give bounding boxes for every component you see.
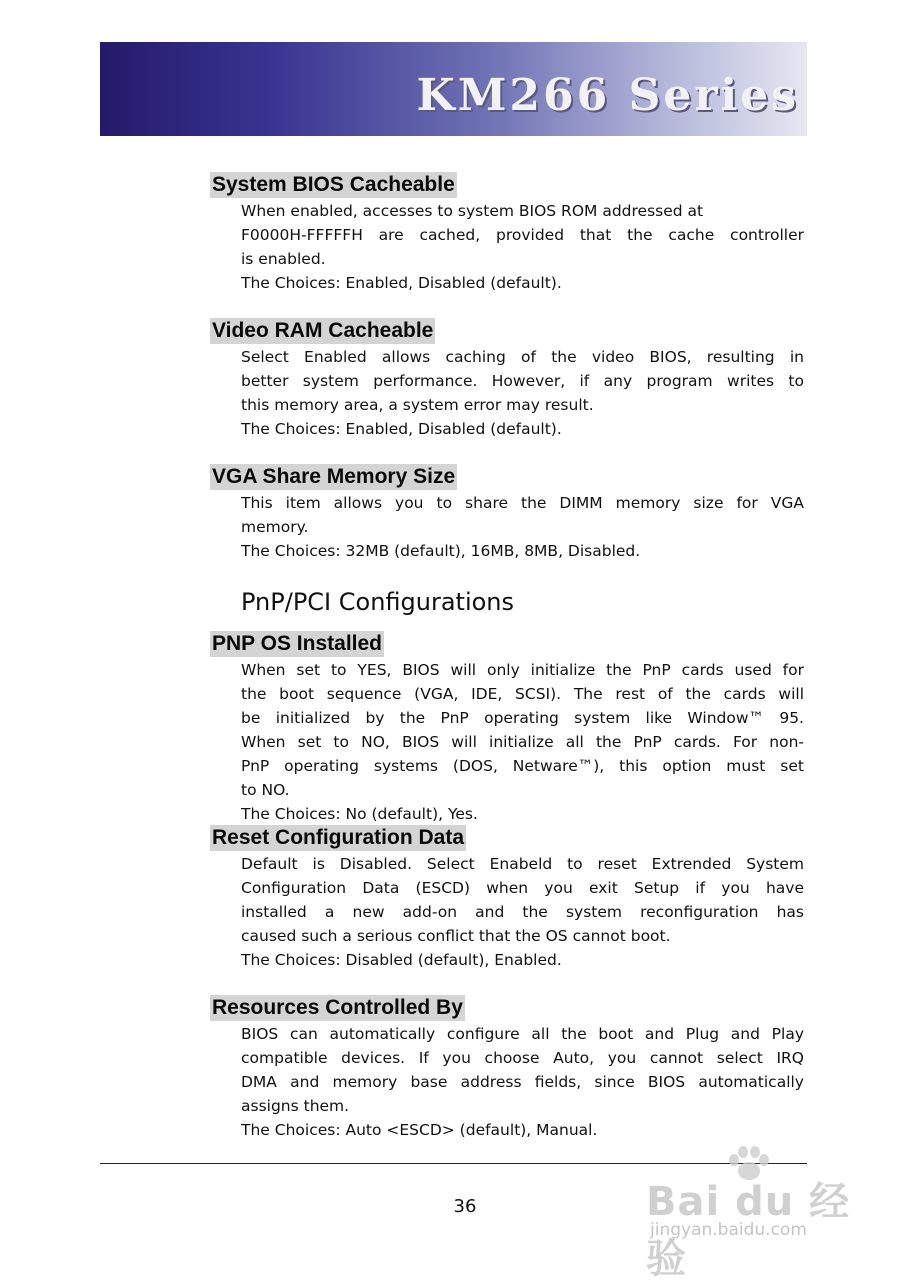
text-line: assigns them. [241, 1097, 350, 1115]
heading-video-ram-cacheable: Video RAM Cacheable [212, 319, 434, 342]
page-number: 36 [453, 1196, 477, 1217]
text-line: to NO. [241, 781, 290, 799]
choices-pnp-os-installed: The Choices: No (default), Yes. [241, 805, 478, 823]
text-line: DMA and memory base address fields, since BIOS automatically [241, 1073, 804, 1091]
paragraph-reset-configuration-data [241, 852, 804, 948]
heading-resources-controlled-by: Resources Controlled By [212, 996, 463, 1019]
text-line: installed a new add-on and the system reconfiguration has [241, 903, 804, 921]
choices-video-ram-cacheable: The Choices: Enabled, Disabled (default). [241, 420, 562, 438]
text-line: is enabled. [241, 250, 326, 268]
baidu-watermark [640, 1140, 860, 1282]
paragraph-video-ram-cacheable [241, 345, 804, 417]
text-line: caused such a serious conflict that the OS cannot boot. [241, 927, 671, 945]
text-line: When enabled, accesses to system BIOS ROM addressed at [241, 202, 704, 220]
text-line: F0000H-FFFFFH are cached, provided that the cache controller [241, 226, 804, 244]
paragraph-resources-controlled-by [241, 1022, 804, 1118]
paragraph-pnp-os-installed [241, 658, 804, 802]
series-title: KM266 Series [416, 70, 799, 121]
text-line: When set to NO, BIOS will initialize all the PnP cards. For non- [241, 733, 804, 751]
heading-pnp-os-installed: PNP OS Installed [212, 632, 382, 655]
watermark-logo: Bai du 经验 [646, 1179, 851, 1282]
text-line: This item allows you to share the DIMM memory size for VGA [241, 494, 804, 512]
subsection-title: PnP/PCI Configurations [241, 588, 515, 616]
text-line: better system performance. However, if any program writes to [241, 372, 804, 390]
text-line: Default is Disabled. Select Enabeld to reset Extrended System [241, 855, 804, 873]
text-line: compatible devices. If you choose Auto, you cannot select IRQ [241, 1049, 804, 1067]
paragraph-system-bios-cacheable [241, 199, 804, 271]
heading-system-bios-cacheable: System BIOS Cacheable [212, 173, 455, 196]
watermark-url: jingyan.baidu.com [650, 1220, 807, 1240]
text-line: When set to YES, BIOS will only initialize the PnP cards used for [241, 661, 804, 679]
text-line: the boot sequence (VGA, IDE, SCSI). The rest of the cards will [241, 685, 804, 703]
text-line: memory. [241, 518, 309, 536]
header-banner [100, 42, 807, 136]
text-line: be initialized by the PnP operating system like Window™ 95. [241, 709, 804, 727]
heading-reset-configuration-data: Reset Configuration Data [212, 826, 465, 849]
text-line: this memory area, a system error may result. [241, 396, 594, 414]
choices-reset-configuration-data: The Choices: Disabled (default), Enabled. [241, 951, 562, 969]
paragraph-vga-share-memory-size [241, 491, 804, 539]
heading-vga-share-memory-size: VGA Share Memory Size [212, 465, 456, 488]
choices-system-bios-cacheable: The Choices: Enabled, Disabled (default). [241, 274, 562, 292]
text-line: PnP operating systems (DOS, Netware™), this option must set [241, 757, 804, 775]
choices-resources-controlled-by: The Choices: Auto <ESCD> (default), Manual. [241, 1121, 598, 1139]
choices-vga-share-memory-size: The Choices: 32MB (default), 16MB, 8MB, Disabled. [241, 542, 641, 560]
text-line: Select Enabled allows caching of the video BIOS, resulting in [241, 348, 804, 366]
text-line: Configuration Data (ESCD) when you exit Setup if you have [241, 879, 804, 897]
text-line: BIOS can automatically configure all the boot and Plug and Play [241, 1025, 804, 1043]
